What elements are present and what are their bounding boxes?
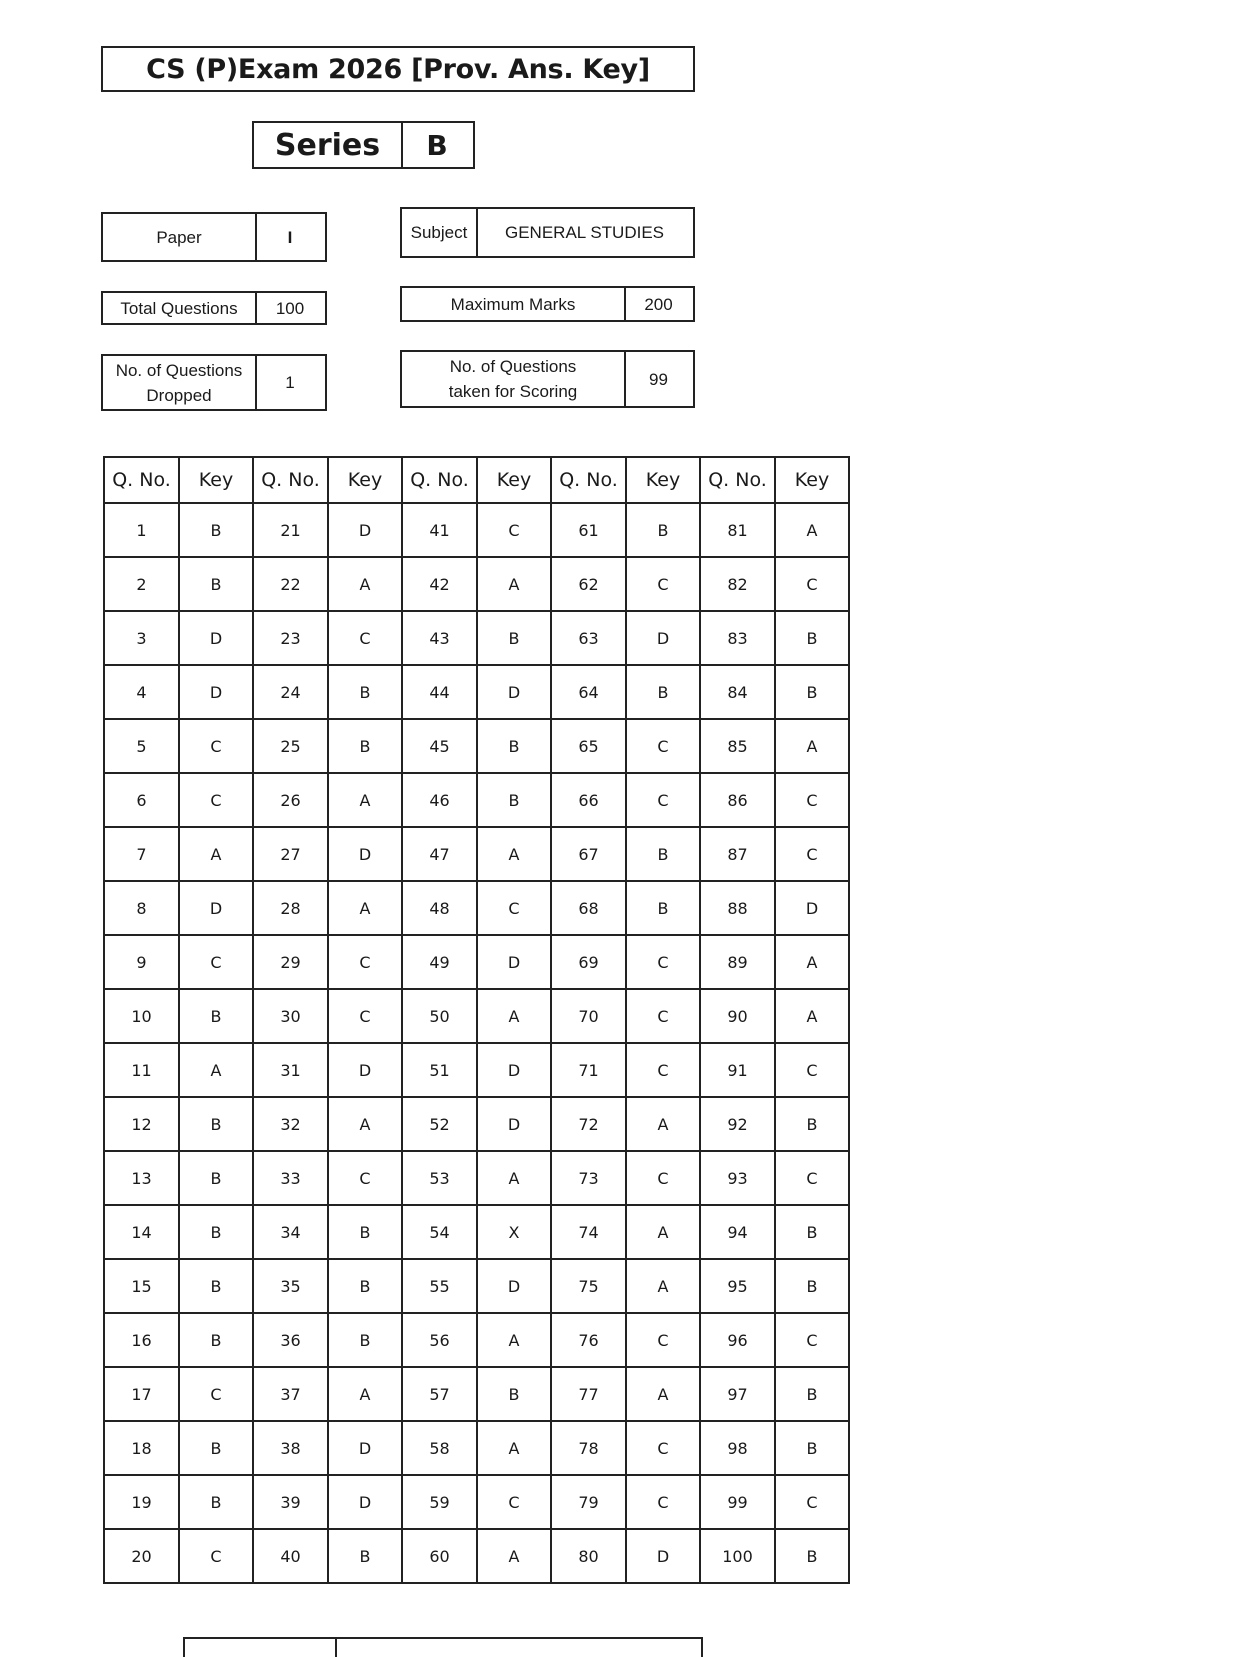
table-row <box>104 827 849 881</box>
answer-key-cell: D <box>179 611 253 665</box>
answer-key-cell: D <box>477 1043 551 1097</box>
question-number-cell: 30 <box>253 989 328 1043</box>
question-number-cell: 56 <box>402 1313 477 1367</box>
table-row <box>104 1421 849 1475</box>
answer-key-cell: B <box>179 1097 253 1151</box>
question-number-cell: 68 <box>551 881 626 935</box>
question-number-cell: 15 <box>104 1259 179 1313</box>
table-row <box>104 611 849 665</box>
answer-key-cell: D <box>328 1475 402 1529</box>
answer-key-cell: B <box>477 719 551 773</box>
answer-key-cell: B <box>626 881 700 935</box>
answer-key-cell: D <box>477 665 551 719</box>
table-row <box>104 1205 849 1259</box>
question-number-cell: 7 <box>104 827 179 881</box>
question-number-cell: 63 <box>551 611 626 665</box>
question-number-cell: 39 <box>253 1475 328 1529</box>
questions-scored-box <box>400 350 695 408</box>
answer-key-cell: C <box>328 989 402 1043</box>
table-row <box>104 1313 849 1367</box>
answer-key-cell: C <box>626 1475 700 1529</box>
question-number-cell: 25 <box>253 719 328 773</box>
answer-key-cell: B <box>775 1529 849 1583</box>
question-number-cell: 54 <box>402 1205 477 1259</box>
table-row <box>104 1043 849 1097</box>
question-number-cell: 26 <box>253 773 328 827</box>
question-number-cell: 32 <box>253 1097 328 1151</box>
answer-key-cell: B <box>775 1421 849 1475</box>
paper-box <box>101 212 327 262</box>
key-header: Key <box>179 457 253 503</box>
question-number-cell: 99 <box>700 1475 775 1529</box>
answer-key-cell: B <box>179 557 253 611</box>
answer-key-cell: A <box>626 1205 700 1259</box>
maximum-marks-label: Maximum Marks <box>450 294 576 314</box>
question-number-cell: 78 <box>551 1421 626 1475</box>
question-number-cell: 1 <box>104 503 179 557</box>
table-row <box>104 773 849 827</box>
question-number-cell: 14 <box>104 1205 179 1259</box>
answer-key-cell: A <box>179 1043 253 1097</box>
table-row <box>104 989 849 1043</box>
questions-dropped-label-line2: Dropped <box>146 385 212 405</box>
key-header: Key <box>328 457 402 503</box>
answer-key-cell: B <box>477 1367 551 1421</box>
answer-key-cell: D <box>179 665 253 719</box>
question-number-cell: 33 <box>253 1151 328 1205</box>
answer-key-cell: B <box>775 665 849 719</box>
question-number-cell: 90 <box>700 989 775 1043</box>
answer-key-cell: B <box>179 1259 253 1313</box>
question-number-cell: 100 <box>700 1529 775 1583</box>
answer-key-cell: B <box>626 827 700 881</box>
series-label: Series <box>274 127 381 163</box>
question-number-cell: 23 <box>253 611 328 665</box>
answer-key-cell: B <box>328 719 402 773</box>
question-number-cell: 22 <box>253 557 328 611</box>
answer-key-cell: B <box>626 503 700 557</box>
answer-key-cell: B <box>775 1097 849 1151</box>
question-number-cell: 87 <box>700 827 775 881</box>
answer-key-cell: B <box>328 1259 402 1313</box>
table-row <box>104 881 849 935</box>
divider <box>335 1639 337 1657</box>
answer-key-cell: C <box>626 989 700 1043</box>
question-number-cell: 83 <box>700 611 775 665</box>
answer-key-cell: B <box>179 1205 253 1259</box>
answer-key-cell: A <box>328 1097 402 1151</box>
question-number-cell: 3 <box>104 611 179 665</box>
question-number-cell: 50 <box>402 989 477 1043</box>
table-row <box>104 665 849 719</box>
table-row <box>104 719 849 773</box>
question-number-cell: 61 <box>551 503 626 557</box>
question-number-cell: 70 <box>551 989 626 1043</box>
answer-key-cell: C <box>775 773 849 827</box>
answer-key-cell: C <box>775 1475 849 1529</box>
question-number-cell: 88 <box>700 881 775 935</box>
question-number-cell: 77 <box>551 1367 626 1421</box>
answer-key-cell: C <box>477 881 551 935</box>
question-number-cell: 65 <box>551 719 626 773</box>
answer-key-cell: A <box>477 1421 551 1475</box>
answer-key-cell: C <box>775 827 849 881</box>
answer-key-cell: A <box>626 1097 700 1151</box>
answer-key-cell: A <box>477 827 551 881</box>
question-number-cell: 98 <box>700 1421 775 1475</box>
question-number-cell: 91 <box>700 1043 775 1097</box>
answer-key-cell: D <box>328 1043 402 1097</box>
table-row <box>104 1259 849 1313</box>
answer-key-cell: C <box>179 1529 253 1583</box>
question-number-cell: 81 <box>700 503 775 557</box>
question-number-cell: 10 <box>104 989 179 1043</box>
subject-label: Subject <box>410 223 468 242</box>
question-number-cell: 42 <box>402 557 477 611</box>
question-number-cell: 96 <box>700 1313 775 1367</box>
answer-key-cell: A <box>477 1313 551 1367</box>
answer-key-cell: B <box>626 665 700 719</box>
answer-key-cell: D <box>328 1421 402 1475</box>
q-no-header: Q. No. <box>700 457 775 503</box>
question-number-cell: 48 <box>402 881 477 935</box>
answer-key-cell: C <box>328 1151 402 1205</box>
document-title: CS (P)Exam 2026 [Prov. Ans. Key] <box>146 53 650 85</box>
question-number-cell: 64 <box>551 665 626 719</box>
question-number-cell: 12 <box>104 1097 179 1151</box>
answer-key-cell: D <box>626 611 700 665</box>
question-number-cell: 76 <box>551 1313 626 1367</box>
question-number-cell: 21 <box>253 503 328 557</box>
table-row <box>104 935 849 989</box>
key-header: Key <box>477 457 551 503</box>
question-number-cell: 74 <box>551 1205 626 1259</box>
answer-key-cell: A <box>626 1259 700 1313</box>
question-number-cell: 47 <box>402 827 477 881</box>
answer-key-cell: A <box>775 719 849 773</box>
answer-key-cell: A <box>328 557 402 611</box>
question-number-cell: 59 <box>402 1475 477 1529</box>
answer-key-cell: C <box>626 719 700 773</box>
answer-key-cell: A <box>775 503 849 557</box>
answer-key-cell: C <box>775 557 849 611</box>
answer-key-cell: A <box>328 773 402 827</box>
answer-key-cell: A <box>477 557 551 611</box>
question-number-cell: 5 <box>104 719 179 773</box>
question-number-cell: 82 <box>700 557 775 611</box>
answer-key-cell: C <box>179 1367 253 1421</box>
total-questions-box <box>101 291 327 325</box>
answer-key-cell: C <box>626 1313 700 1367</box>
answer-key-cell: A <box>328 1367 402 1421</box>
question-number-cell: 69 <box>551 935 626 989</box>
q-no-header: Q. No. <box>551 457 626 503</box>
question-number-cell: 60 <box>402 1529 477 1583</box>
answer-key-cell: C <box>626 1151 700 1205</box>
answer-key-cell: B <box>179 503 253 557</box>
answer-key-cell: X <box>477 1205 551 1259</box>
answer-key-cell: D <box>775 881 849 935</box>
question-number-cell: 94 <box>700 1205 775 1259</box>
question-number-cell: 4 <box>104 665 179 719</box>
question-number-cell: 72 <box>551 1097 626 1151</box>
answer-key-cell: C <box>775 1151 849 1205</box>
answer-key-cell: B <box>179 1421 253 1475</box>
question-number-cell: 71 <box>551 1043 626 1097</box>
answer-key-cell: C <box>477 503 551 557</box>
total-questions-value: 100 <box>275 298 305 318</box>
table-row <box>104 557 849 611</box>
question-number-cell: 45 <box>402 719 477 773</box>
answer-key-cell: C <box>179 773 253 827</box>
questions-dropped-label-line1: No. of Questions <box>115 360 243 380</box>
questions-scored-label-line1: No. of Questions <box>449 357 577 376</box>
questions-scored-label-line2: taken for Scoring <box>448 382 578 401</box>
answer-key-cell: C <box>626 1043 700 1097</box>
question-number-cell: 9 <box>104 935 179 989</box>
question-number-cell: 35 <box>253 1259 328 1313</box>
question-number-cell: 93 <box>700 1151 775 1205</box>
questions-dropped-value: 1 <box>285 373 295 392</box>
answer-key-cell: B <box>179 989 253 1043</box>
answer-key-cell: C <box>775 1043 849 1097</box>
subject-value: GENERAL STUDIES <box>504 223 665 242</box>
answer-key-cell: B <box>179 1313 253 1367</box>
answer-table-body <box>104 503 849 1583</box>
q-no-header: Q. No. <box>402 457 477 503</box>
question-number-cell: 37 <box>253 1367 328 1421</box>
question-number-cell: 79 <box>551 1475 626 1529</box>
question-number-cell: 44 <box>402 665 477 719</box>
series-box <box>252 121 475 169</box>
answer-key-cell: A <box>626 1367 700 1421</box>
answer-key-cell: B <box>328 665 402 719</box>
question-number-cell: 6 <box>104 773 179 827</box>
question-number-cell: 80 <box>551 1529 626 1583</box>
question-number-cell: 92 <box>700 1097 775 1151</box>
table-row <box>104 1475 849 1529</box>
paper-label: Paper <box>156 227 202 247</box>
key-header: Key <box>775 457 849 503</box>
question-number-cell: 89 <box>700 935 775 989</box>
questions-scored-label <box>402 352 624 406</box>
q-no-header: Q. No. <box>253 457 328 503</box>
answer-key-cell: B <box>328 1313 402 1367</box>
question-number-cell: 18 <box>104 1421 179 1475</box>
answer-key-cell: D <box>328 503 402 557</box>
answer-key-cell: D <box>328 827 402 881</box>
maximum-marks-box <box>400 286 695 322</box>
question-number-cell: 2 <box>104 557 179 611</box>
answer-key-cell: C <box>775 1313 849 1367</box>
question-number-cell: 8 <box>104 881 179 935</box>
answer-key-cell: B <box>775 1205 849 1259</box>
question-number-cell: 75 <box>551 1259 626 1313</box>
table-row <box>104 1367 849 1421</box>
answer-key-cell: D <box>179 881 253 935</box>
answer-key-cell: A <box>477 989 551 1043</box>
answer-key-cell: A <box>775 989 849 1043</box>
question-number-cell: 24 <box>253 665 328 719</box>
answer-key-cell: C <box>626 773 700 827</box>
table-header-row <box>104 457 849 503</box>
table-row <box>104 1097 849 1151</box>
question-number-cell: 36 <box>253 1313 328 1367</box>
question-number-cell: 62 <box>551 557 626 611</box>
question-number-cell: 29 <box>253 935 328 989</box>
maximum-marks-value: 200 <box>644 294 673 314</box>
table-row <box>104 1529 849 1583</box>
questions-dropped-box <box>101 354 327 411</box>
question-number-cell: 41 <box>402 503 477 557</box>
table-row <box>104 503 849 557</box>
question-number-cell: 46 <box>402 773 477 827</box>
question-number-cell: 49 <box>402 935 477 989</box>
question-number-cell: 27 <box>253 827 328 881</box>
answer-key-cell: C <box>626 557 700 611</box>
answer-key-cell: D <box>477 1259 551 1313</box>
questions-scored-value: 99 <box>649 369 668 389</box>
question-number-cell: 86 <box>700 773 775 827</box>
answer-key-cell: B <box>328 1205 402 1259</box>
question-number-cell: 13 <box>104 1151 179 1205</box>
answer-key-cell: A <box>477 1151 551 1205</box>
question-number-cell: 19 <box>104 1475 179 1529</box>
question-number-cell: 53 <box>402 1151 477 1205</box>
answer-key-cell: C <box>328 935 402 989</box>
question-number-cell: 11 <box>104 1043 179 1097</box>
answer-key-cell: B <box>477 773 551 827</box>
answer-key-cell: C <box>626 1421 700 1475</box>
questions-dropped-label <box>103 356 255 409</box>
question-number-cell: 95 <box>700 1259 775 1313</box>
question-number-cell: 28 <box>253 881 328 935</box>
question-number-cell: 31 <box>253 1043 328 1097</box>
question-number-cell: 20 <box>104 1529 179 1583</box>
subject-box <box>400 207 695 258</box>
paper-value: I <box>287 227 293 247</box>
question-number-cell: 52 <box>402 1097 477 1151</box>
answer-key-cell: C <box>477 1475 551 1529</box>
question-number-cell: 85 <box>700 719 775 773</box>
answer-key-cell: A <box>477 1529 551 1583</box>
table-row <box>104 1151 849 1205</box>
question-number-cell: 51 <box>402 1043 477 1097</box>
answer-key-cell: B <box>775 1259 849 1313</box>
question-number-cell: 66 <box>551 773 626 827</box>
document-title-box <box>101 46 695 92</box>
answer-key-cell: B <box>775 611 849 665</box>
question-number-cell: 16 <box>104 1313 179 1367</box>
answer-key-cell: C <box>626 935 700 989</box>
answer-key-cell: D <box>477 1097 551 1151</box>
question-number-cell: 17 <box>104 1367 179 1421</box>
question-number-cell: 73 <box>551 1151 626 1205</box>
answer-key-cell: C <box>179 935 253 989</box>
answer-key-cell: B <box>179 1151 253 1205</box>
bottom-box-partial <box>183 1637 703 1657</box>
key-header: Key <box>626 457 700 503</box>
answer-key-cell: B <box>477 611 551 665</box>
question-number-cell: 97 <box>700 1367 775 1421</box>
answer-key-cell: A <box>775 935 849 989</box>
total-questions-label: Total Questions <box>120 298 238 318</box>
answer-key-cell: D <box>626 1529 700 1583</box>
answer-key-table <box>103 456 850 1584</box>
answer-key-cell: C <box>328 611 402 665</box>
question-number-cell: 84 <box>700 665 775 719</box>
question-number-cell: 57 <box>402 1367 477 1421</box>
question-number-cell: 38 <box>253 1421 328 1475</box>
question-number-cell: 43 <box>402 611 477 665</box>
answer-key-cell: A <box>179 827 253 881</box>
question-number-cell: 40 <box>253 1529 328 1583</box>
answer-key-cell: B <box>179 1475 253 1529</box>
question-number-cell: 55 <box>402 1259 477 1313</box>
answer-key-cell: D <box>477 935 551 989</box>
question-number-cell: 58 <box>402 1421 477 1475</box>
question-number-cell: 34 <box>253 1205 328 1259</box>
series-value: B <box>426 128 448 162</box>
answer-key-cell: A <box>328 881 402 935</box>
q-no-header: Q. No. <box>104 457 179 503</box>
answer-key-cell: B <box>328 1529 402 1583</box>
question-number-cell: 67 <box>551 827 626 881</box>
answer-key-cell: B <box>775 1367 849 1421</box>
answer-key-cell: C <box>179 719 253 773</box>
